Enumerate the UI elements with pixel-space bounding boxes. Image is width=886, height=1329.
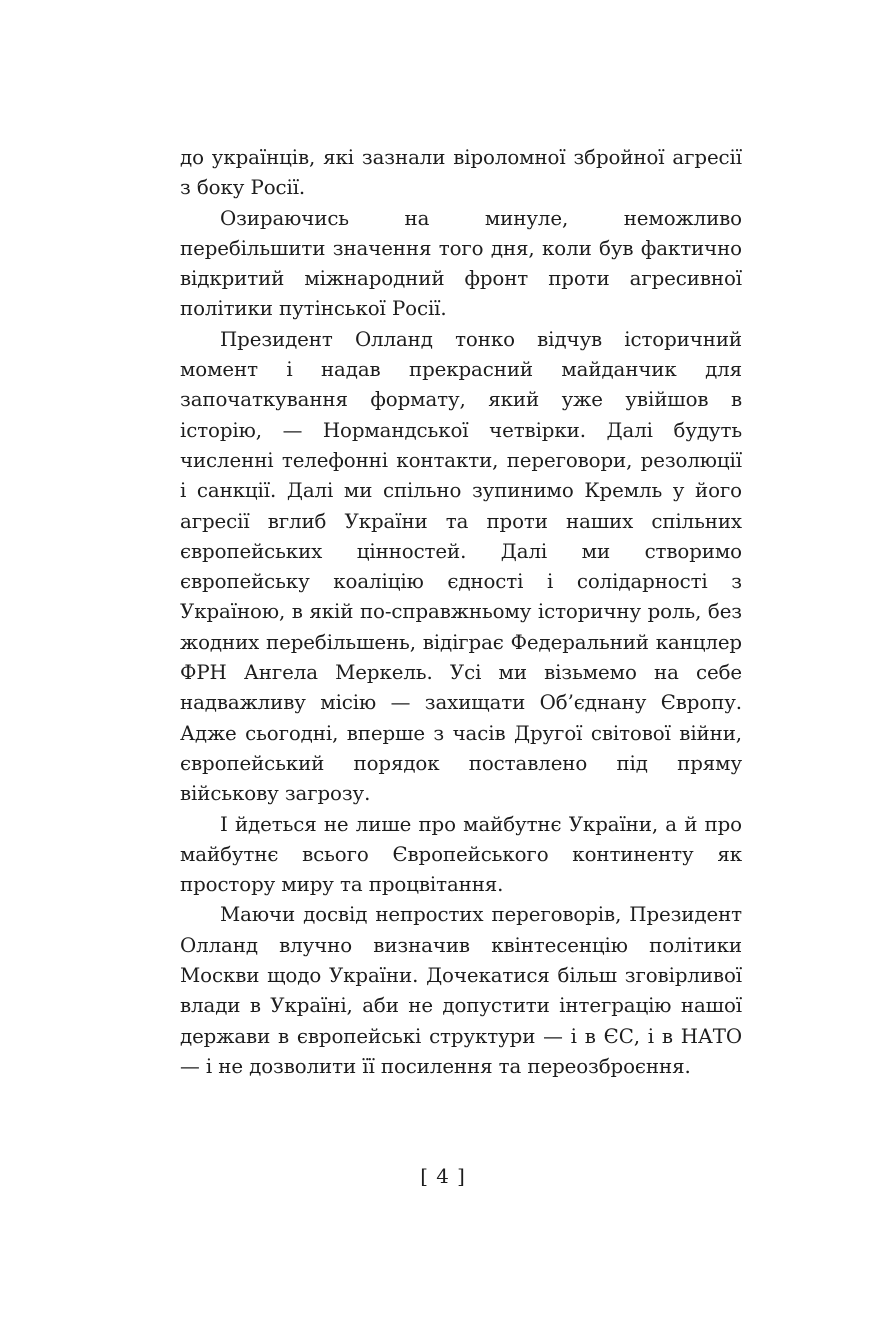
paragraph-continuation: до українців, які зазнали віроломної збройної агресії з боку Росії.: [180, 146, 742, 200]
paragraph-normandy-format: Президент Олланд тонко відчув історичний момент і надав прекрасний майданчик для започаткування формату, який уже увійшов в історію, — Нормандської четвірки. Далі будуть численні телефонні контакти, переговори, резолюції і санкції. Далі ми спільно зупинимо Кремль у його агресії вглиб України та проти наших спільних європейських цінностей. Далі ми створимо європейську коаліцію єдності і солідарності з Україною, в якій по-справжньому історичну роль, без жодних перебільшень, відіграє Федеральний канцлер ФРН Ангела Меркель. Усі ми візьмемо на себе надважливу місію — захищати Об’єднану Європу. Адже сьогодні, вперше з часів Другої світової війни, європейський порядок поставлено під пряму військову загрозу.: [180, 327, 742, 806]
paragraph-looking-back: Озираючись на минуле, неможливо перебільшити значення того дня, коли був фактично відкритий міжнародний фронт проти агресивної політики путінської Росії.: [180, 206, 742, 321]
paragraph-european-future: І йдеться не лише про майбутнє України, а й про майбутнє всього Європейського континенту як простору миру та процвітання.: [180, 812, 742, 897]
page-number: [ 4 ]: [420, 1165, 466, 1188]
body-text: [180, 143, 742, 1082]
paragraph-moscow-policy: Маючи досвід непростих переговорів, Президент Олланд влучно визначив квінтесенцію політики Москви щодо України. Дочекатися більш зговірливої влади в Україні, аби не допустити інтеграцію нашої держави в європейські структури — і в ЄС, і в НАТО — і не дозволити її посилення та переозброєння.: [180, 903, 742, 1078]
